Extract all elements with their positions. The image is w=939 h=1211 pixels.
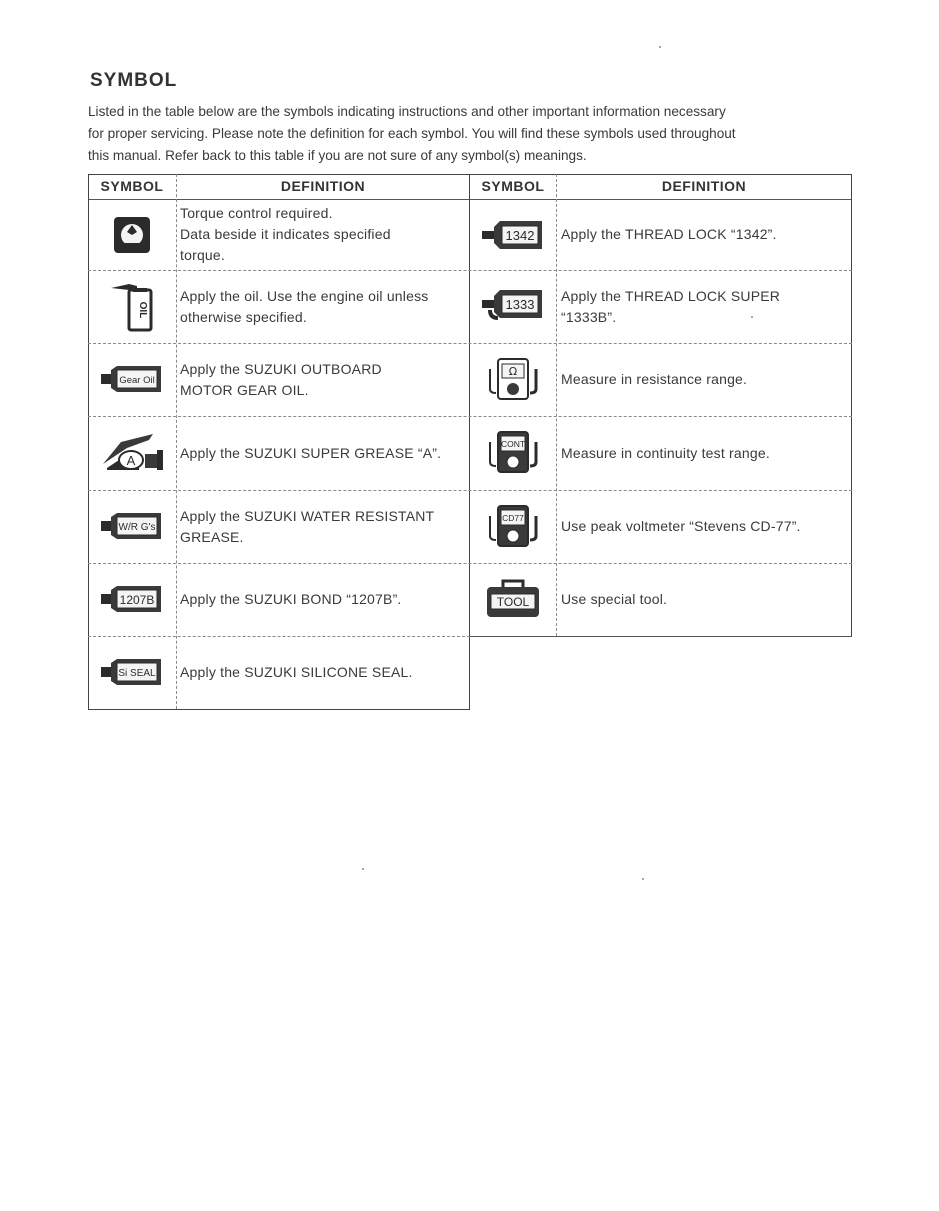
oil-can-label: OIL	[137, 301, 148, 319]
toolbox-icon	[470, 563, 556, 635]
header-symbol-left: SYMBOL	[100, 178, 164, 194]
definition-cell	[561, 490, 847, 563]
tube-label: Gear Oil	[119, 375, 155, 386]
torque-wrench-icon	[88, 199, 176, 271]
definition-line: Use special tool.	[561, 591, 668, 607]
definition-line: Apply the SUZUKI SUPER GREASE “A”.	[180, 444, 442, 461]
ohmmeter-icon	[470, 343, 556, 415]
bond-tube-icon	[88, 563, 176, 635]
definition-cell	[561, 563, 847, 636]
tube-label: W/R G's	[118, 522, 156, 533]
intro-paragraph	[88, 101, 860, 167]
meter-label: CD77	[502, 513, 524, 523]
meter-label: CONT	[500, 439, 526, 449]
definition-line: torque.	[180, 247, 225, 263]
definition-line: Apply the SUZUKI SILICONE SEAL.	[180, 664, 413, 680]
tube-label: 1333	[505, 297, 535, 312]
header-definition-right: DEFINITION	[661, 178, 747, 194]
grease-label: A	[126, 453, 136, 468]
definition-line: “1333B”.	[561, 308, 617, 325]
definition-line: Measure in resistance range.	[561, 371, 748, 387]
silicone-seal-tube-icon	[88, 636, 176, 708]
toolbox-label: TOOL	[496, 595, 530, 609]
meter-label: Ω	[508, 365, 518, 378]
grease-gun-icon	[88, 416, 176, 488]
definition-cell	[180, 270, 465, 343]
definition-cell	[561, 416, 847, 490]
definition-line: Measure in continuity test range.	[561, 444, 770, 461]
definition-cell	[180, 199, 465, 270]
definition-line: GREASE.	[180, 528, 244, 545]
definition-line: Apply the SUZUKI BOND “1207B”.	[180, 591, 402, 607]
water-resistant-grease-tube-icon	[88, 490, 176, 562]
thread-lock-super-tube-icon	[470, 270, 556, 342]
definition-line: Torque control required.	[180, 205, 333, 221]
gear-oil-tube-icon	[88, 343, 176, 415]
peak-voltmeter-icon	[470, 490, 556, 562]
oil-can-icon	[88, 270, 176, 342]
definition-cell	[180, 343, 465, 416]
page-title: SYMBOL	[90, 70, 178, 91]
definition-line: otherwise specified.	[180, 308, 307, 325]
definition-cell	[180, 563, 465, 636]
definition-cell	[561, 199, 847, 270]
intro-line: Listed in the table below are the symbols indicating instructions and other important information necessary	[88, 104, 726, 119]
tube-label: Si SEAL	[118, 668, 156, 679]
definition-cell	[180, 416, 470, 490]
definition-line: MOTOR GEAR OIL.	[180, 381, 309, 398]
definition-line: Data beside it indicates specified	[180, 226, 391, 242]
definition-line: Use peak voltmeter “Stevens CD-77”.	[561, 518, 801, 534]
tube-label: 1207B	[119, 593, 155, 607]
definition-cell	[561, 270, 847, 343]
definition-line: Apply the SUZUKI WATER RESISTANT	[180, 507, 435, 524]
definition-line: Apply the THREAD LOCK “1342”.	[561, 226, 777, 242]
tube-label: 1342	[505, 228, 535, 243]
thread-lock-tube-icon	[470, 199, 556, 271]
definition-cell	[180, 636, 465, 709]
header-symbol-right: SYMBOL	[481, 178, 545, 194]
intro-line: for proper servicing. Please note the definition for each symbol. You will find these symbols used throughout	[88, 126, 736, 141]
definition-line: Apply the THREAD LOCK SUPER	[561, 287, 781, 304]
definition-cell	[180, 490, 465, 563]
definition-line: Apply the oil. Use the engine oil unless	[180, 287, 429, 304]
definition-cell	[561, 343, 847, 416]
header-definition-left: DEFINITION	[280, 178, 366, 194]
continuity-tester-icon	[470, 416, 556, 488]
intro-line: this manual. Refer back to this table if you are not sure of any symbol(s) meanings.	[88, 148, 587, 163]
definition-line: Apply the SUZUKI OUTBOARD	[180, 360, 382, 377]
